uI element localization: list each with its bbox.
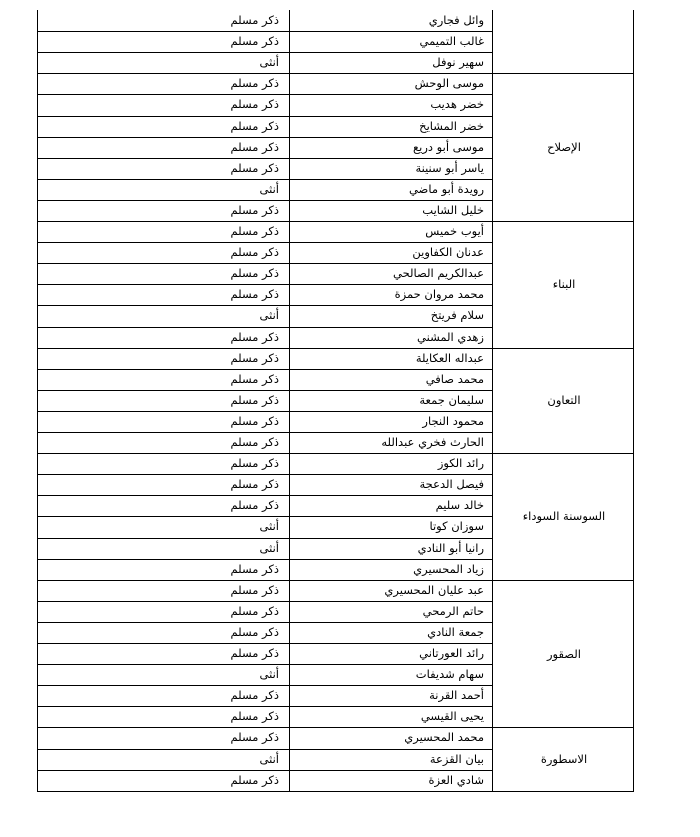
candidate-status: ذكر مسلم <box>230 392 279 407</box>
candidate-status: ذكر مسلم <box>230 224 279 238</box>
candidate-status: ذكر مسلم <box>230 160 279 175</box>
candidate-status: ذكر مسلم <box>230 266 279 281</box>
candidate-status: ذكر مسلم <box>230 646 279 660</box>
group-divider <box>37 791 634 792</box>
candidate-name: وائل فجاري <box>428 13 484 27</box>
candidate-name: موسى أبو دريع <box>413 139 484 154</box>
candidate-name: بيان القزعة <box>429 751 484 766</box>
list-name: التعاون <box>547 393 581 408</box>
list-name: الاسطورة <box>540 752 588 767</box>
candidate-name: خضر المشايخ <box>419 118 484 133</box>
candidate-status: ذكر مسلم <box>230 435 279 449</box>
candidate-status: ذكر مسلم <box>230 329 279 344</box>
candidate-status: ذكر مسلم <box>230 709 279 724</box>
candidate-name: خضر هديب <box>430 97 484 112</box>
candidate-name: زهدي المشني <box>417 329 484 344</box>
candidate-status: ذكر مسلم <box>230 456 279 471</box>
candidate-name: سهام شديفات <box>415 667 484 682</box>
candidate-status: ذكر مسلم <box>230 97 279 112</box>
candidate-name: ياسر أبو سنينة <box>415 160 484 175</box>
candidate-status: ذكر مسلم <box>230 603 279 618</box>
candidate-name: غالب التميمي <box>419 34 484 49</box>
candidate-status: أنثى <box>259 308 279 323</box>
candidate-name: رائد الكوز <box>437 456 484 471</box>
candidate-status: أنثى <box>259 751 279 766</box>
candidate-name: عدنان الكفاوين <box>412 245 484 260</box>
candidate-name: أحمد القرنة <box>429 688 484 703</box>
list-name: البناء <box>552 277 576 292</box>
candidate-name: خالد سليم <box>435 498 484 513</box>
candidate-name: عبد عليان المحسيري <box>384 582 484 597</box>
candidate-name: جمعة النادي <box>427 624 484 639</box>
candidate-name: شادي العزة <box>428 772 484 787</box>
candidate-name: أيوب خميس <box>425 224 484 238</box>
candidate-name: محمد مروان حمزة <box>394 287 484 302</box>
candidate-status: ذكر مسلم <box>230 34 279 49</box>
candidate-status: ذكر مسلم <box>230 118 279 133</box>
candidate-name: خليل الشايب <box>422 202 484 217</box>
candidate-status: ذكر مسلم <box>230 13 279 27</box>
candidate-name: رائد العورتاني <box>419 646 484 660</box>
candidate-status: ذكر مسلم <box>230 624 279 639</box>
candidate-status: ذكر مسلم <box>230 139 279 154</box>
candidate-name: محمود النجار <box>422 413 484 428</box>
candidate-status: ذكر مسلم <box>230 350 279 365</box>
candidate-name: سهير نوفل <box>432 55 484 70</box>
candidate-status: ذكر مسلم <box>230 76 279 91</box>
candidate-status: ذكر مسلم <box>230 772 279 787</box>
candidate-status: ذكر مسلم <box>230 498 279 513</box>
candidate-status: أنثى <box>259 540 279 555</box>
candidate-status: أنثى <box>259 519 279 534</box>
candidate-status: ذكر مسلم <box>230 477 279 492</box>
candidate-status: ذكر مسلم <box>230 202 279 217</box>
candidate-name: موسى الوحش <box>414 76 484 91</box>
candidate-status: ذكر مسلم <box>230 287 279 302</box>
candidate-name: الحارث فخري عبدالله <box>381 435 484 449</box>
candidate-name: عبداله العكايلة <box>415 350 484 365</box>
candidate-status: أنثى <box>259 55 279 70</box>
candidate-name: سلام فريتخ <box>430 308 484 323</box>
candidate-status: ذكر مسلم <box>230 582 279 597</box>
candidate-name: يحيى القيسي <box>420 709 484 724</box>
candidate-name: زياد المحسيري <box>413 561 484 576</box>
candidate-status: ذكر مسلم <box>230 688 279 703</box>
candidate-name: سليمان جمعة <box>419 392 484 407</box>
list-name: السوسنة السوداء <box>522 509 606 524</box>
candidate-name: عبدالكريم الصالحي <box>393 266 484 281</box>
candidate-name: حاتم الرمحي <box>422 603 484 618</box>
list-name: الإصلاح <box>547 140 581 155</box>
candidate-status: ذكر مسلم <box>230 730 279 745</box>
candidate-status: ذكر مسلم <box>230 245 279 260</box>
candidate-status: ذكر مسلم <box>230 413 279 428</box>
list-name: الصقور <box>547 646 581 661</box>
candidate-status: أنثى <box>259 667 279 682</box>
candidate-name: فيصل الدعجة <box>419 477 484 492</box>
candidate-name: محمد صافي <box>425 371 484 386</box>
candidate-status: ذكر مسلم <box>230 371 279 386</box>
border-right <box>492 10 493 791</box>
candidate-name: رويدة أبو ماضي <box>408 181 484 196</box>
border-left <box>37 10 38 791</box>
candidate-name: رانيا أبو النادي <box>417 540 484 555</box>
candidate-status: أنثى <box>259 181 279 196</box>
candidate-status: ذكر مسلم <box>230 561 279 576</box>
candidate-name: محمد المحسيري <box>404 730 484 745</box>
candidate-name: سوزان كوتا <box>429 519 484 534</box>
